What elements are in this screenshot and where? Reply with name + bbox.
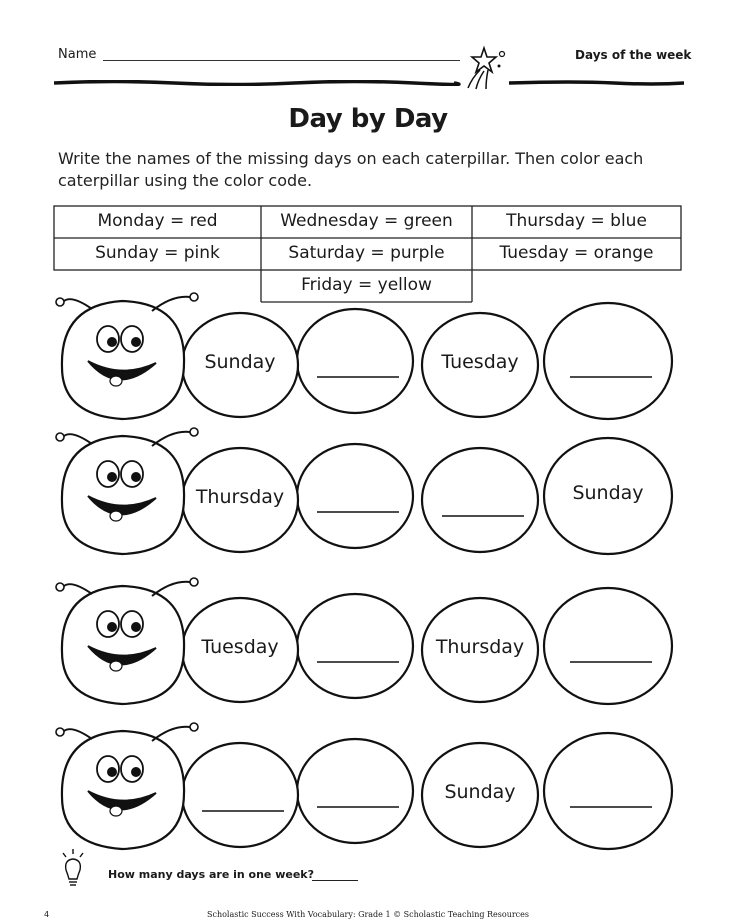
instructions: Write the names of the missing days on each caterpillar. Then color each caterpillar using the color code.: [58, 149, 644, 190]
antenna-tip: [190, 293, 198, 301]
caterpillar-segment: [544, 733, 672, 849]
antenna-tip: [190, 428, 198, 436]
antenna-tip: [56, 433, 64, 441]
caterpillar-pupil: [107, 472, 117, 482]
caterpillar-segment: [297, 309, 413, 413]
worksheet-topic: Days of the week: [575, 48, 692, 62]
segment-day-label: Sunday: [444, 781, 516, 803]
caterpillar-head: [62, 586, 184, 704]
color-code-cell: Wednesday = green: [280, 211, 453, 231]
caterpillar-pupil: [131, 337, 141, 347]
segment-day-label: Thursday: [435, 636, 525, 658]
page-number: 4: [44, 910, 50, 919]
caterpillar-head: [62, 301, 184, 419]
caterpillar-pupil: [131, 622, 141, 632]
lightbulb-icon: [60, 848, 86, 892]
caterpillar-pupil: [107, 337, 117, 347]
page-title: Day by Day: [288, 104, 448, 134]
caterpillar: [56, 578, 672, 704]
caterpillar-tongue: [110, 806, 122, 816]
caterpillar-pupil: [107, 622, 117, 632]
antenna-tip: [190, 578, 198, 586]
caterpillar-segment: [544, 303, 672, 419]
caterpillar-segment: [297, 739, 413, 843]
bonus-question: How many days are in one week?: [108, 868, 315, 881]
caterpillar-segment: [297, 444, 413, 548]
caterpillar-tongue: [110, 511, 122, 521]
antenna-tip: [56, 728, 64, 736]
antenna-tip: [56, 298, 64, 306]
segment-day-label: Sunday: [204, 351, 276, 373]
antenna: [64, 434, 92, 444]
segment-day-label: Sunday: [572, 482, 644, 504]
antenna: [64, 299, 92, 309]
antenna: [64, 729, 92, 739]
color-code-cell: Friday = yellow: [301, 275, 432, 295]
caterpillar: [56, 723, 672, 849]
color-code-cell: Tuesday = orange: [499, 243, 654, 263]
antenna-tip: [190, 723, 198, 731]
caterpillar-head: [62, 731, 184, 849]
antenna: [64, 584, 92, 594]
segment-day-label: Tuesday: [201, 636, 279, 658]
caterpillar-segment: [297, 594, 413, 698]
antenna-tip: [56, 583, 64, 591]
color-code-cell: Thursday = blue: [506, 211, 647, 231]
caterpillar-segment: [422, 448, 538, 552]
segment-day-label: Thursday: [195, 486, 285, 508]
segment-day-label: Tuesday: [441, 351, 519, 373]
color-code-cell: Sunday = pink: [95, 243, 220, 263]
caterpillar-pupil: [107, 767, 117, 777]
caterpillar-pupil: [131, 472, 141, 482]
caterpillar-head: [62, 436, 184, 554]
color-code-cell: Saturday = purple: [288, 243, 445, 263]
bonus-answer-line[interactable]: [312, 880, 358, 881]
caterpillar-segment: [544, 588, 672, 704]
caterpillar-segment: [182, 743, 298, 847]
caterpillar-tongue: [110, 376, 122, 386]
footer-credit: Scholastic Success With Vocabulary: Grade 1 © Scholastic Teaching Resources: [206, 910, 529, 919]
color-code-cell: Monday = red: [97, 211, 218, 231]
caterpillar-tongue: [110, 661, 122, 671]
name-label: Name: [58, 47, 97, 62]
caterpillar: [56, 293, 672, 419]
caterpillar-pupil: [131, 767, 141, 777]
